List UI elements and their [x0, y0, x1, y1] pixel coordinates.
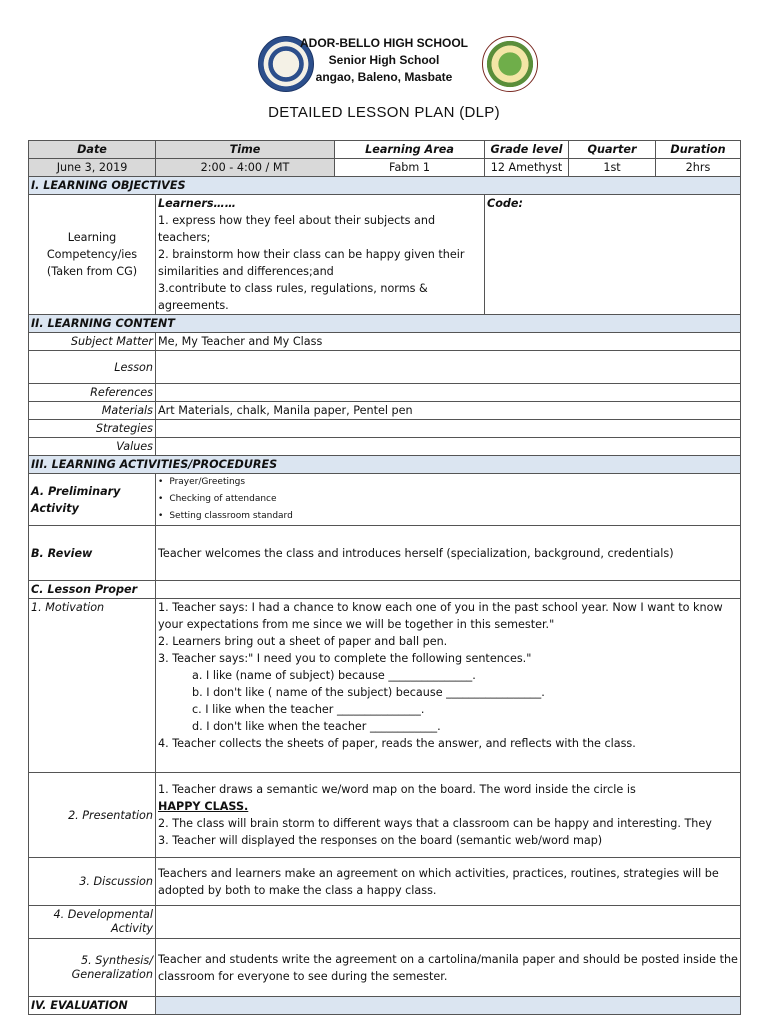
- motivation-sub-item: d. I don't like when the teacher ____________.: [192, 720, 441, 733]
- developmental-value: [156, 906, 741, 939]
- section-title: IV. EVALUATION: [29, 997, 156, 1015]
- section-learning-content: [29, 315, 741, 333]
- lesson-value: [156, 351, 741, 384]
- presentation-content: [156, 773, 741, 858]
- synthesis-text: Teacher and students write the agreement on a cartolina/manila paper and should be posted inside the classroom for everyone to see during the semester.: [156, 939, 741, 997]
- section-learning-objectives: [29, 177, 741, 195]
- presentation-label: 2. Presentation: [29, 773, 156, 858]
- duration-label: Duration: [656, 141, 741, 159]
- time-label: Time: [156, 141, 335, 159]
- competency-row: [29, 195, 741, 315]
- references-row: [29, 384, 741, 402]
- quarter-label: Quarter: [569, 141, 656, 159]
- info-values-row: [29, 159, 741, 177]
- document-title: DETAILED LESSON PLAN (DLP): [268, 104, 500, 121]
- school-name: ADOR-BELLO HIGH SCHOOL: [300, 36, 468, 50]
- school-subtitle: Senior High School: [328, 53, 440, 67]
- motivation-line: 2. Learners bring out a sheet of paper and ball pen.: [158, 635, 448, 648]
- competency-content: [156, 195, 485, 315]
- strategies-value: [156, 420, 741, 438]
- presentation-row: [29, 773, 741, 858]
- lesson-label: Lesson: [29, 351, 156, 384]
- motivation-line: 4. Teacher collects the sheets of paper, reads the answer, and reflects with the class.: [158, 737, 636, 750]
- competency-label: Learning Competency/ies (Taken from CG): [29, 195, 156, 315]
- time-value: 2:00 - 4:00 / MT: [156, 159, 335, 177]
- motivation-sub-item: b. I don't like ( name of the subject) because _________________.: [192, 686, 545, 699]
- grade-level-value: 12 Amethyst: [485, 159, 569, 177]
- motivation-line: 3. Teacher says:" I need you to complete the following sentences.": [158, 652, 532, 665]
- presentation-keyword: HAPPY CLASS.: [158, 800, 249, 813]
- grade-level-label: Grade level: [485, 141, 569, 159]
- strategies-label: Strategies: [29, 420, 156, 438]
- document-header: [0, 0, 768, 140]
- school-address: angao, Baleno, Masbate: [315, 70, 453, 84]
- code-cell: Code:: [485, 195, 741, 315]
- duration-value: 2hrs: [656, 159, 741, 177]
- lesson-proper-value: [156, 581, 741, 599]
- quarter-value: 1st: [569, 159, 656, 177]
- info-header-row: [29, 141, 741, 159]
- developmental-label: 4. Developmental Activity: [29, 906, 156, 939]
- section-title: III. LEARNING ACTIVITIES/PROCEDURES: [29, 456, 741, 474]
- objective-item: 3.contribute to class rules, regulations, norms & agreements.: [158, 282, 428, 312]
- lesson-plan-table: [28, 140, 741, 1015]
- lesson-row: [29, 351, 741, 384]
- synthesis-label: 5. Synthesis/ Generalization: [29, 939, 156, 997]
- section-title: II. LEARNING CONTENT: [29, 315, 741, 333]
- materials-row: [29, 402, 741, 420]
- review-row: [29, 526, 741, 581]
- motivation-line: 1. Teacher says: I had a chance to know each one of you in the past school year. Now I want to know your expectations from me since we will be together in this semester.": [158, 601, 723, 631]
- date-value: June 3, 2019: [29, 159, 156, 177]
- learners-heading: Learners……: [158, 197, 236, 210]
- lesson-proper-label: C. Lesson Proper: [29, 581, 156, 599]
- preliminary-item: • Checking of attendance: [158, 491, 738, 508]
- references-label: References: [29, 384, 156, 402]
- learning-area-label: Learning Area: [335, 141, 485, 159]
- presentation-line: 1. Teacher draws a semantic we/word map on the board. The word inside the circle is: [158, 783, 636, 796]
- subject-matter-value: Me, My Teacher and My Class: [156, 333, 741, 351]
- objective-item: 2. brainstorm how their class can be happy given their similarities and differences;and: [158, 248, 465, 278]
- subject-matter-row: [29, 333, 741, 351]
- review-text: Teacher welcomes the class and introduces herself (specialization, background, credentials): [156, 526, 741, 581]
- motivation-content: [156, 599, 741, 773]
- values-value: [156, 438, 741, 456]
- values-row: [29, 438, 741, 456]
- synthesis-row: [29, 939, 741, 997]
- discussion-text: Teachers and learners make an agreement on which activities, practices, routines, strategies will be adopted by both to make the class a happy class.: [156, 858, 741, 906]
- evaluation-value: [156, 997, 741, 1015]
- values-label: Values: [29, 438, 156, 456]
- learning-area-value: Fabm 1: [335, 159, 485, 177]
- motivation-row: [29, 599, 741, 773]
- objective-item: 1. express how they feel about their subjects and teachers;: [158, 214, 436, 244]
- review-label: B. Review: [29, 526, 156, 581]
- section-learning-activities: [29, 456, 741, 474]
- strategies-row: [29, 420, 741, 438]
- section-title: I. LEARNING OBJECTIVES: [29, 177, 741, 195]
- materials-label: Materials: [29, 402, 156, 420]
- date-label: Date: [29, 141, 156, 159]
- subject-matter-label: Subject Matter: [29, 333, 156, 351]
- preliminary-items: [156, 474, 741, 526]
- discussion-label: 3. Discussion: [29, 858, 156, 906]
- motivation-sub-item: c. I like when the teacher _______________.: [192, 703, 425, 716]
- preliminary-item: • Prayer/Greetings: [158, 474, 738, 491]
- preliminary-item: • Setting classroom standard: [158, 508, 738, 525]
- preliminary-label: A. Preliminary Activity: [29, 474, 156, 526]
- materials-value: Art Materials, chalk, Manila paper, Pentel pen: [156, 402, 741, 420]
- developmental-row: [29, 906, 741, 939]
- discussion-row: [29, 858, 741, 906]
- motivation-label: 1. Motivation: [29, 599, 156, 773]
- motivation-sub-item: a. I like (name of subject) because _______________.: [192, 669, 476, 682]
- section-evaluation: [29, 997, 741, 1015]
- presentation-line: 3. Teacher will displayed the responses on the board (semantic web/word map): [158, 834, 603, 847]
- presentation-line: 2. The class will brain storm to different ways that a classroom can be happy and interesting. They: [158, 817, 712, 830]
- preliminary-row: [29, 474, 741, 526]
- references-value: [156, 384, 741, 402]
- lesson-proper-row: [29, 581, 741, 599]
